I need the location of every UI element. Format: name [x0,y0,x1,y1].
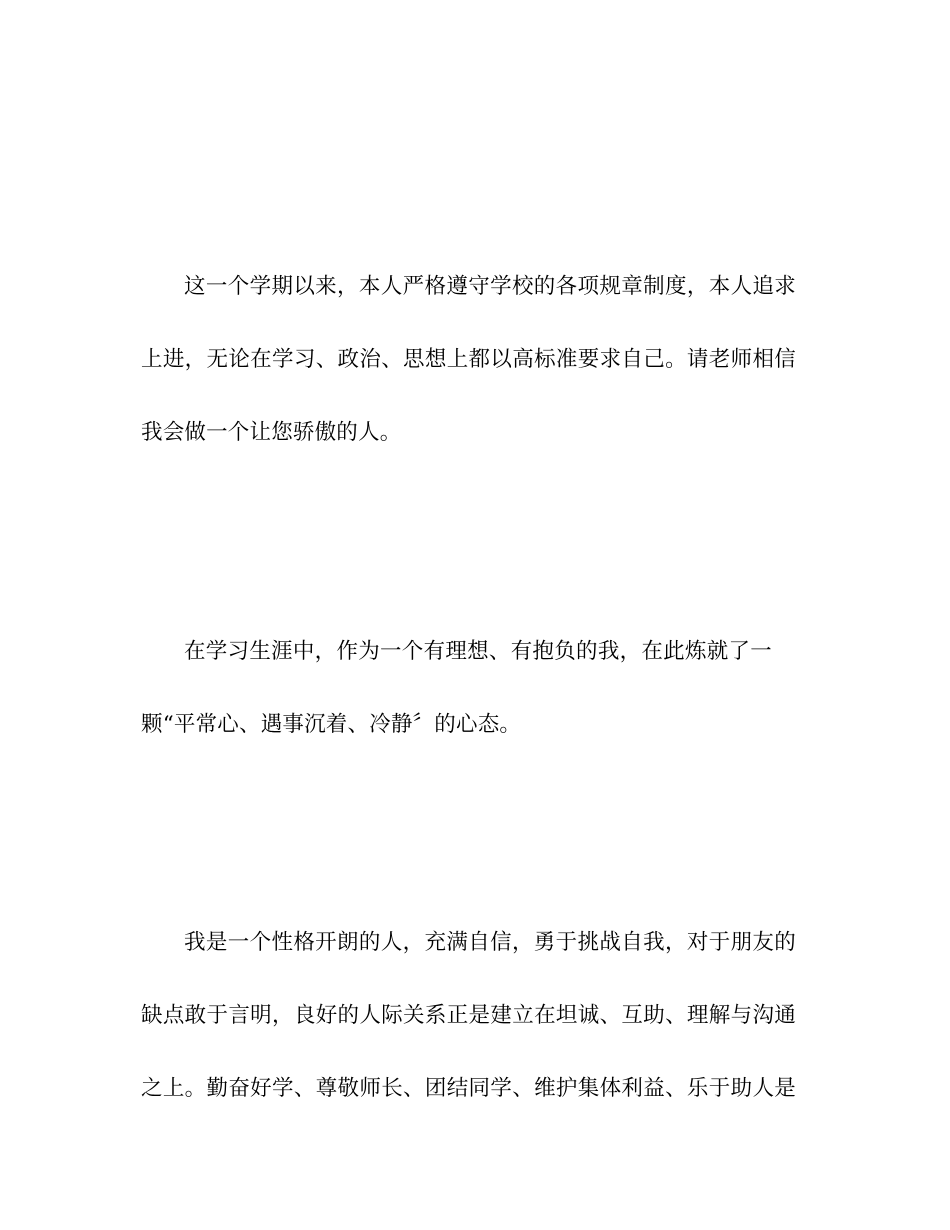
paragraph-1-line-3: 我会做一个让您骄傲的人。 [141,420,402,445]
paragraph-3-line-2: 缺点敢于言明，良好的人际关系正是建立在坦诚、互助、理解与沟通 [141,1003,796,1028]
paragraph-2-line-1: 在学习生涯中，作为一个有理想、有抱负的我，在此炼就了一 [184,639,772,664]
paragraph-3-line-3: 之上。勤奋好学、尊敬师长、团结同学、维护集体利益、乐于助人是 [141,1076,796,1101]
paragraph-1-line-1: 这一个学期以来，本人严格遵守学校的各项规章制度，本人追求 [184,274,796,299]
paragraph-1-line-2: 上进，无论在学习、政治、思想上都以高标准要求自己。请老师相信 [141,347,796,372]
paragraph-3-line-1: 我是一个性格开朗的人，充满自信，勇于挑战自我，对于朋友的 [184,930,796,955]
paragraph-2-line-2: 颗“平常心、遇事沉着、冷静〞的心态。 [141,712,522,737]
